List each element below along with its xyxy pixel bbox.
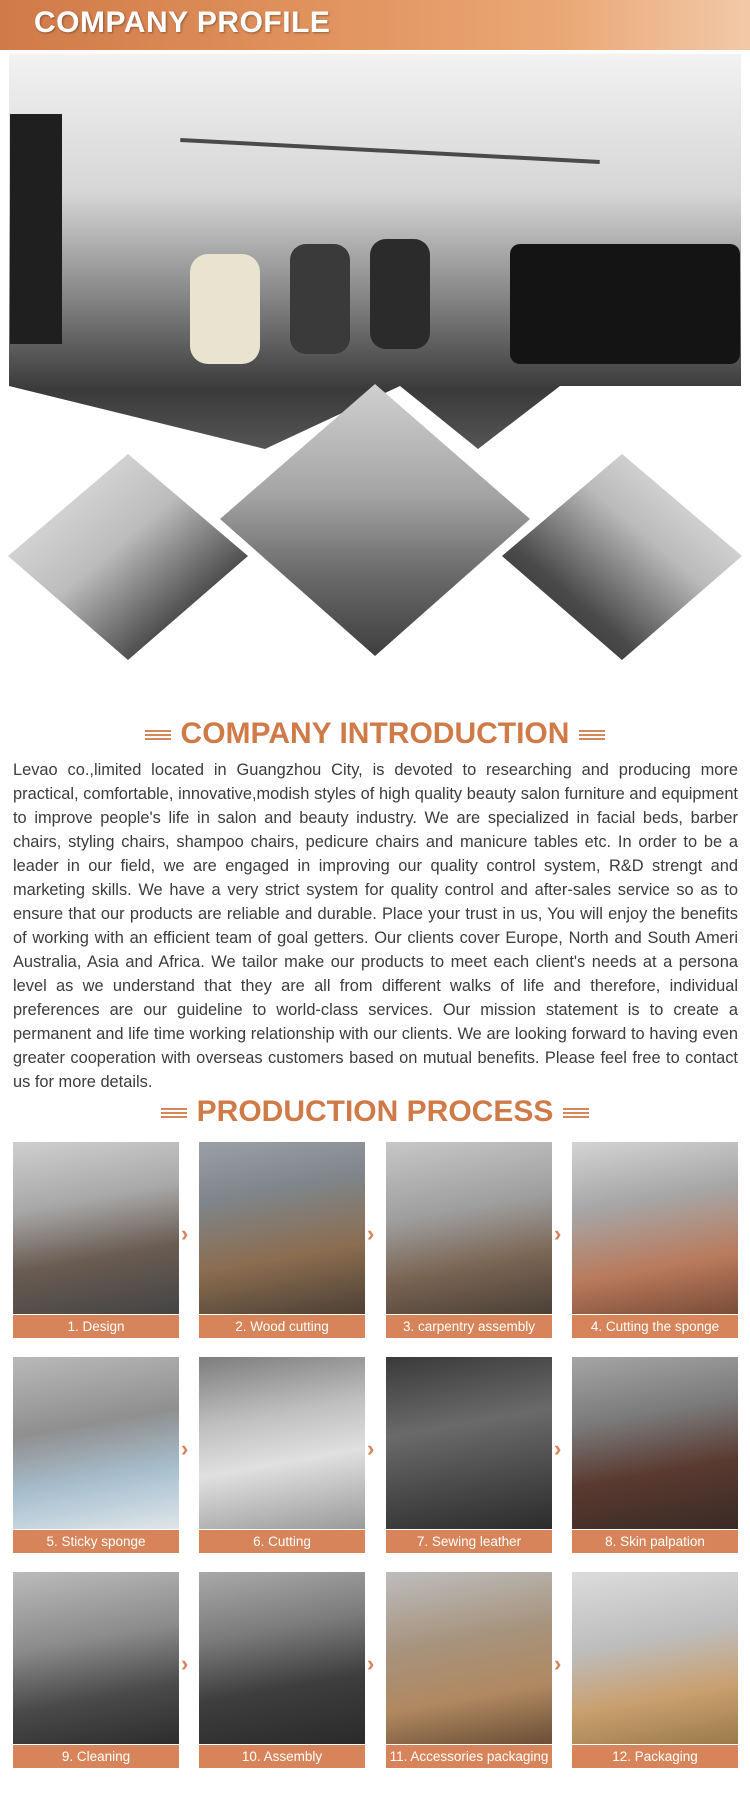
production-process-grid (0, 1142, 750, 1782)
step-label: 12. Packaging (572, 1745, 738, 1768)
reception-desk (510, 244, 740, 364)
step-photo (199, 1357, 365, 1529)
step-label: 4. Cutting the sponge (572, 1315, 738, 1338)
process-heading (0, 1092, 750, 1132)
step-label: 8. Skin palpation (572, 1530, 738, 1553)
showroom-collage (0, 54, 750, 704)
step-label: 10. Assembly (199, 1745, 365, 1768)
process-step-sewing-leather (386, 1357, 552, 1553)
step-label: 3. carpentry assembly (386, 1315, 552, 1338)
process-step-cutting (199, 1357, 365, 1553)
chevron-right-icon: › (367, 1436, 375, 1461)
step-label: 7. Sewing leather (386, 1530, 552, 1553)
chevron-right-icon: › (367, 1221, 375, 1246)
heading-decoration-left (145, 730, 171, 740)
step-photo (13, 1572, 179, 1744)
step-photo (572, 1142, 738, 1314)
process-step-assembly (199, 1572, 365, 1768)
chevron-right-icon: › (554, 1436, 562, 1461)
step-label: 6. Cutting (199, 1530, 365, 1553)
process-step-cutting-sponge (572, 1142, 738, 1338)
step-photo (572, 1572, 738, 1744)
step-photo (572, 1357, 738, 1529)
step-label: 1. Design (13, 1315, 179, 1338)
shelf-block (10, 114, 62, 344)
salon-chair-shape (370, 239, 430, 349)
process-step-packaging (572, 1572, 738, 1768)
process-step-sticky-sponge (13, 1357, 179, 1553)
chevron-right-icon: › (554, 1221, 562, 1246)
step-label: 2. Wood cutting (199, 1315, 365, 1338)
process-step-design (13, 1142, 179, 1338)
step-photo (199, 1572, 365, 1744)
page-title: COMPANY PROFILE (34, 6, 331, 39)
chevron-right-icon: › (181, 1436, 189, 1461)
salon-chair-shape (290, 244, 350, 354)
header-bar (0, 0, 750, 50)
step-photo (386, 1357, 552, 1529)
heading-decoration-right (579, 730, 605, 740)
step-label: 11. Accessories packaging (386, 1745, 552, 1768)
step-photo (386, 1142, 552, 1314)
chevron-right-icon: › (181, 1651, 189, 1676)
salon-chair-shape (190, 254, 260, 364)
showroom-photo-right (502, 454, 742, 660)
process-step-carpentry-assembly (386, 1142, 552, 1338)
heading-decoration-right (563, 1108, 589, 1118)
process-step-accessories-packaging (386, 1572, 552, 1768)
heading-decoration-left (161, 1108, 187, 1118)
intro-heading (0, 714, 750, 754)
chevron-right-icon: › (554, 1651, 562, 1676)
showroom-photo-left (8, 454, 248, 660)
chevron-right-icon: › (367, 1651, 375, 1676)
process-step-skin-palpation (572, 1357, 738, 1553)
step-photo (13, 1142, 179, 1314)
step-label: 5. Sticky sponge (13, 1530, 179, 1553)
step-photo (13, 1357, 179, 1529)
process-heading-text: PRODUCTION PROCESS (196, 1095, 554, 1128)
process-step-wood-cutting (199, 1142, 365, 1338)
company-introduction-text: Levao co.,limited located in Guangzhou City, is devoted to researching and producing more practical, comfortable, innovative,modish styles of high quality beauty salon furniture and equipment to improve people's life in salon and beauty industry. We are specialized in facial beds, barber chairs, styling chairs, shampoo chairs, pedicure chairs and manicure tables etc. In order to be a leader in our field, we are engaged in improving our quality control system, R&D strengt and marketing skills. We have a very strict system for quality control and after-sales service so as to ensure that our products are reliable and durable. Place your trust in us, You will enjoy the benefits of working with an efficient team of goal getters. Our clients cover Europe, North and South Ameri Australia, Asia and Africa. We tailor make our products to meet each client's needs at a persona level as we understand that they are all from different walks of life and therefore, individual preferences are our guideline to world-class services. Our mission statement is to create a permanent and life time working relationship with our clients. We are looking forward to having even greater cooperation with overseas customers based on mutual benefits. Please feel free to contact us for more details. (13, 761, 738, 1091)
intro-heading-text: COMPANY INTRODUCTION (180, 717, 570, 750)
chevron-right-icon: › (181, 1221, 189, 1246)
step-label: 9. Cleaning (13, 1745, 179, 1768)
step-photo (199, 1142, 365, 1314)
step-photo (386, 1572, 552, 1744)
process-step-cleaning (13, 1572, 179, 1768)
